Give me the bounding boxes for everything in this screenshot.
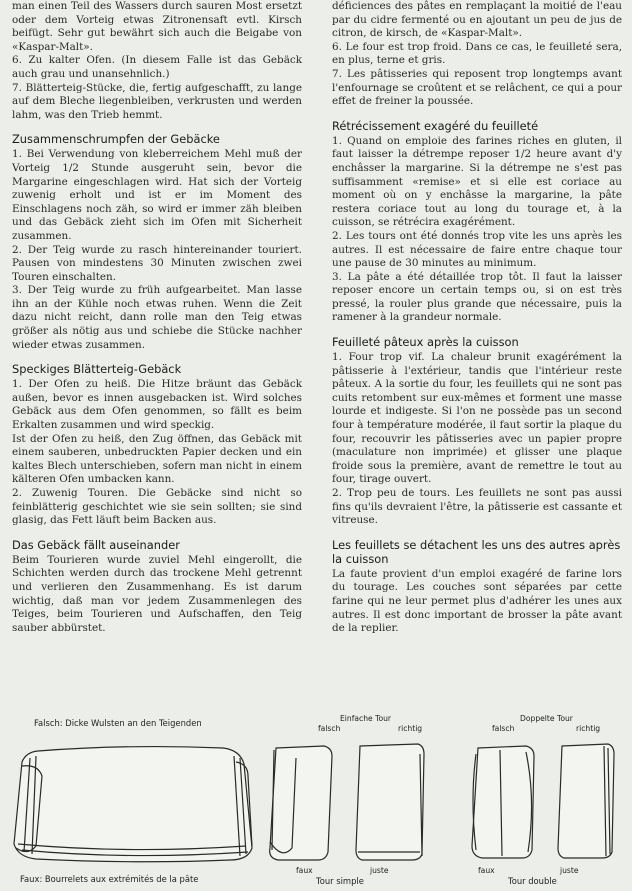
simple-juste-label: juste — [370, 866, 389, 875]
doppelte-falsch-label: falsch — [492, 724, 515, 733]
simple-fold-right-drawing — [350, 738, 432, 866]
thick-edges-dough-drawing — [8, 736, 263, 866]
section-heading: Das Gebäck fällt auseinander — [12, 537, 180, 552]
doppelte-richtig-label: richtig — [576, 724, 601, 733]
illustrations — [0, 700, 632, 891]
paragraph: 3. Der Teig wurde zu früh aufgearbeitet. Man lasse ihn an der Kühle noch etwas ruhen. Wenn die Zeit dazu nicht reicht, dann rolle man den Teig etwas größer als nötig aus und schiebe die Stücke nachher wieder etwas zusammen. — [12, 284, 302, 351]
einfache-tour-label: Einfache Tour — [340, 714, 392, 723]
paragraph: 1. Four trop vif. La chaleur brunit exagérément la pâtisserie à l'extérieur, tandis que l'intérieur reste pâteux. A la sortie du four, les feuillets qui ne sont pas cuits retombent sur eux-mêmes et forment une masse lourde et indigeste. Si l'on ne possède pas un second four à température modérée, il faut sortir la plaque du four, recouvrir les pâtisseries avec un papier propre (maculature non imprimée) et glisser une plaque froide sous la première, avant de remettre le tout au four, tirage ouvert. — [332, 351, 622, 486]
tour-double-label: Tour double — [508, 876, 557, 886]
paragraph: man einen Teil des Wassers durch sauren Most ersetzt oder dem Vorteig etwas Zitronensaft evtl. Kirsch beifügt. Sehr gut bewährt sich auch die Beigabe von «Kaspar-Malt». — [12, 0, 302, 53]
simple-fold-wrong-drawing — [262, 738, 340, 866]
paragraph: 2. Trop peu de tours. Les feuillets ne sont pas aussi fins qu'ils devraient l'être, la pâtisserie est cassante et vitreuse. — [332, 487, 622, 527]
paragraph: 3. La pâte a été détaillée trop tôt. Il faut la laisser reposer encore un certain temps ou, si on est très pressé, la rouler plus grande que nécessaire, puis la ramener à la grandeur normale. — [332, 270, 622, 324]
falsch-caption: Falsch: Dicke Wulsten an den Teigenden — [34, 718, 202, 728]
paragraph: 2. Der Teig wurde zu rasch hintereinander touriert. Pausen von mindestens 30 Minuten zwischen zwei Touren einschalten. — [12, 243, 302, 283]
einfache-richtig-label: richtig — [398, 724, 423, 733]
doppelte-tour-label: Doppelte Tour — [520, 714, 573, 723]
paragraph: 1. Bei Verwendung von kleberreichem Mehl muß der Vorteig 1/2 Stunde ausgeruht sein, bevor die Margarine eingeschlagen wird. Hat sich der Vorteig zuwenig erholt und ist er im Moment des Einschlagens noch zäh, so wird er immer zäh bleiben und das Gebäck zieht sich im Ofen mit Sicherheit zusammen. — [12, 148, 302, 242]
double-fold-right-drawing — [552, 740, 622, 864]
paragraph: Beim Tourieren wurde zuviel Mehl eingerollt, die Schichten werden durch das trockene Mehl getrennt und verlieren den Zusammenhang. Es ist darum wichtig, daß man vor jedem Zusammenlegen des Teiges, beim Tourieren und Aufschaffen, den Teig sauber abbürstet. — [12, 553, 302, 634]
paragraph: La faute provient d'un emploi exagéré de farine lors du tourage. Les couches sont séparées par cette farine qui ne leur permet plus d'adhérer les unes aux autres. Il est donc important de brosser la pâte avant de la replier. — [332, 567, 622, 635]
tour-simple-label: Tour simple — [316, 876, 364, 886]
paragraph: 2. Les tours ont été donnés trop vite les uns après les autres. Il est nécessaire de faire entre chaque tour une pause de 30 minutes au minimum. — [332, 229, 622, 270]
section-heading: Speckiges Blätterteig-Gebäck — [12, 362, 182, 377]
paragraph: 7. Les pâtisseries qui reposent trop longtemps avant l'enfournage se croûtent et se relâchent, ce qui a pour effet de freiner la poussée. — [332, 67, 622, 108]
paragraph: Ist der Ofen zu heiß, den Zug öffnen, das Gebäck mit einem sauberen, unbedruckten Papier decken und ein kaltes Blech unterschieben, sofern man nicht in einem kälteren Ofen umbacken kann. — [12, 432, 302, 486]
paragraph: 7. Blätterteig-Stücke, die, fertig aufgeschafft, zu lange auf dem Bleche liegenbleiben, verkrusten und werden lahm, was den Trieb hemmt. — [12, 81, 302, 121]
german-column — [12, 0, 302, 635]
section-heading: Rétrécissement exagéré du feuilleté — [332, 118, 539, 133]
section-heading: Zusammenschrumpfen der Gebäcke — [12, 132, 220, 147]
french-column — [332, 0, 622, 636]
paragraph: 1. Der Ofen zu heiß. Die Hitze bräunt das Gebäck außen, bevor es innen ausgebacken ist. Wird solches Gebäck aus dem Ofen genommen, so fällt es beim Erkalten zusammen und wird speckig. — [12, 378, 302, 432]
paragraph: 6. Zu kalter Ofen. (In diesem Falle ist das Gebäck auch grau und unansehnlich.) — [12, 54, 302, 80]
paragraph: 2. Zuwenig Touren. Die Gebäcke sind nicht so feinblätterig geschichtet wie sie sein sollten; sie sind glasig, das Fett läuft beim Backen aus. — [12, 487, 302, 527]
paragraph: 6. Le four est trop froid. Dans ce cas, le feuilleté sera, en plus, terne et gris. — [332, 40, 622, 67]
paragraph: 1. Quand on emploie des farines riches en gluten, il faut laisser la détrempe reposer 1/2 heure avant d'y enchâsser la margarine. Si la détrempe ne s'est pas suffisamment «remise» et si elle est coriace au moment où on y enchâsse la margarine, la pâte restera coriace tout au long du tourage et, à la cuisson, se rétrécira exagérément. — [332, 134, 622, 229]
double-fold-wrong-drawing — [466, 740, 544, 864]
section-heading: Feuilleté pâteux après la cuisson — [332, 335, 519, 350]
simple-faux-label: faux — [296, 866, 313, 875]
einfache-falsch-label: falsch — [318, 724, 341, 733]
double-juste-label: juste — [560, 866, 579, 875]
double-faux-label: faux — [478, 866, 495, 875]
paragraph: déficiences des pâtes en remplaçant la moitié de l'eau par du cidre fermenté ou en ajoutant un peu de jus de citron, de kirsch, de «Kaspar-Malt». — [332, 0, 622, 40]
faux-caption: Faux: Bourrelets aux extrémités de la pâte — [20, 874, 199, 884]
section-heading: Les feuillets se détachent les uns des autres après la cuisson — [332, 537, 621, 566]
